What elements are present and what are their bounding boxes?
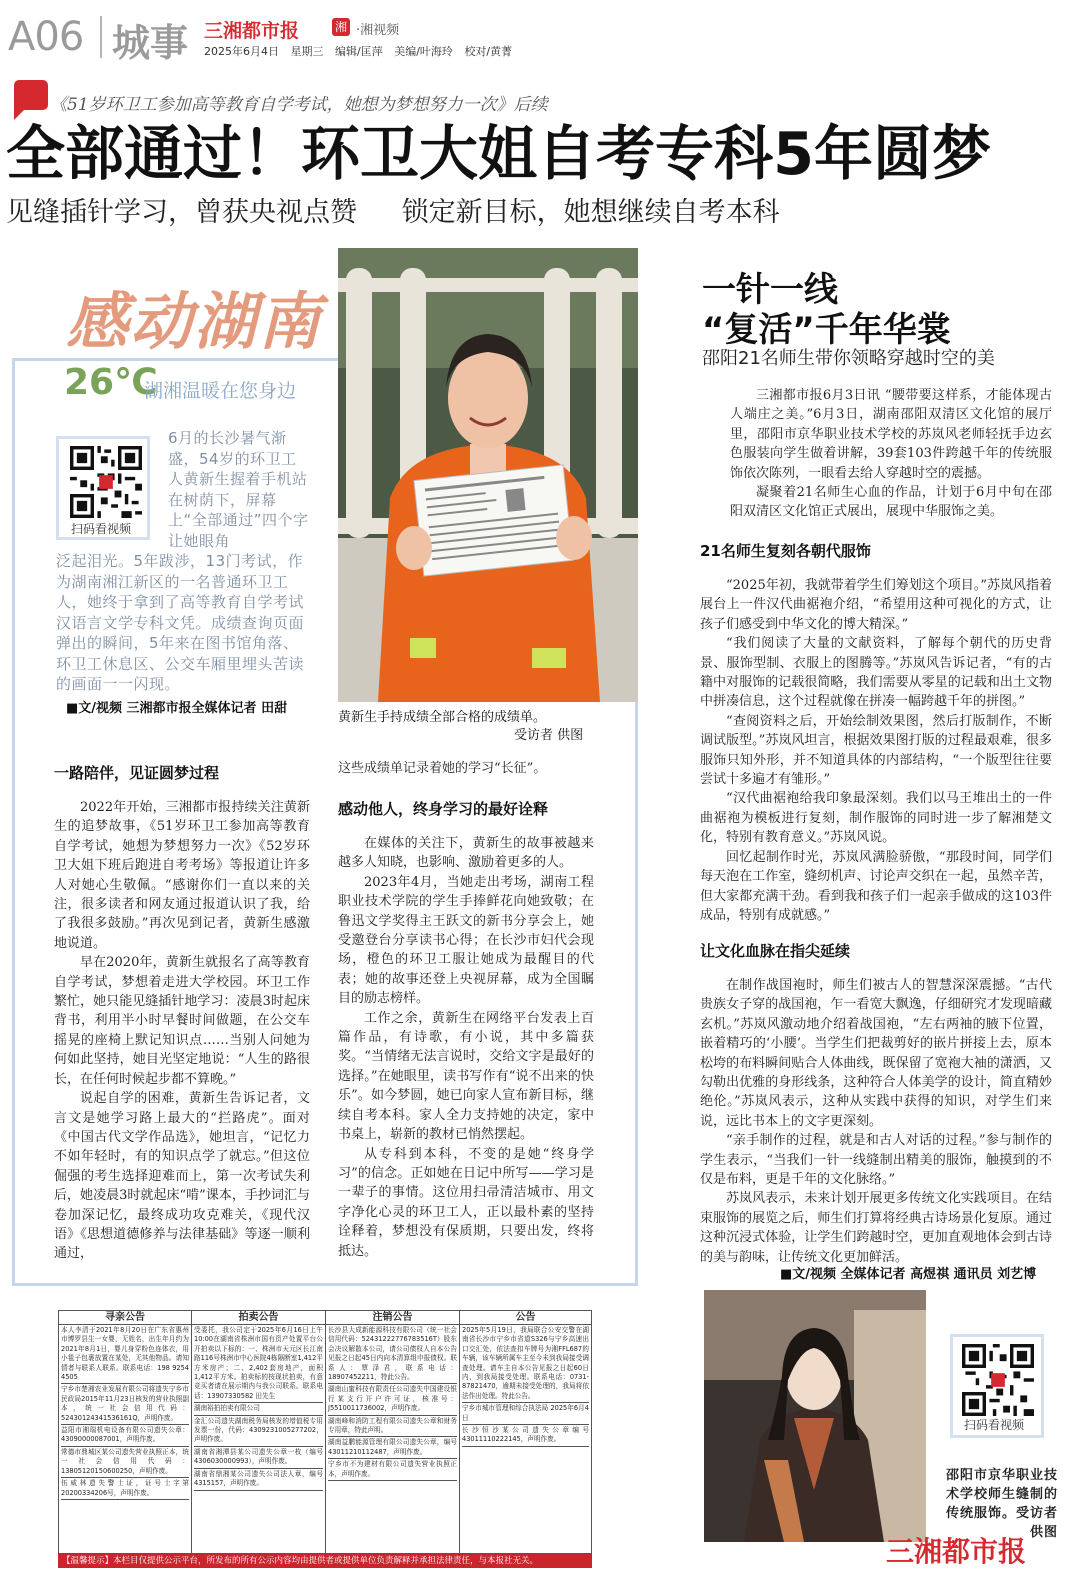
video-brand: ·湘视频	[356, 23, 400, 38]
public-notices	[58, 1310, 592, 1554]
body-paragraph: 2023年4月，当她走出考场，湖南工程职业技术学院的学生手捧鲜花向她致敬；在鲁迅文学奖得主王跃文的新书分享会上，她受邀登台分享读书心得；在长沙市妇代会现场，橙色的环卫工服让她成为最醒目的代表；她的故事还登上央视屏幕，成为全国瞩目的励志榜样。	[338, 874, 594, 1007]
newspaper-brand: 三湘都市报	[204, 20, 300, 42]
notice-body	[59, 1325, 191, 1553]
subhead-1: 一路陪伴，见证圆梦过程	[54, 764, 220, 782]
notice-item: 受委托，我公司定于2025年6月16日上午10:00在湖南省株洲市国有资产处置平台公开拍卖以下标的：一、株洲市天元区长江南路116号株洲市中心医院4栋隔断室1,412平方米房产；二、2,402套房地产，面积1,412平方米。拍卖标的按现状拍卖，有意竞买者请在展示期内与我公司联系。联系电话：13907330582 田先生	[194, 1326, 323, 1403]
newspaper-brand-footer: 三湘都市报	[886, 1535, 1027, 1568]
photo-caption: 黄新生手持成绩全部合格的成绩单。	[338, 710, 547, 725]
right-body-1	[700, 576, 1052, 925]
right-subhead-1: 21名师生复刻各朝代服饰	[700, 542, 871, 560]
notice-item: 湖南峰和消防工程有限公司遗失公章和财务专用章，特此声明。	[328, 1417, 457, 1438]
body-paragraph: 回忆起制作时光，苏岚风满脸骄傲，“那段时间，同学们每天泡在工作室，缝纫机声、讨论声交织在一起，虽然辛苦，但大家都充满干劲。看到我和孩子们一起亲手做成的这103件成品，特别有成就感。”	[700, 849, 1052, 923]
notice-column	[326, 1311, 460, 1553]
right-subhead-2: 让文化血脉在指尖延续	[700, 942, 851, 960]
body-paragraph: 工作之余，黄新生在网络平台发表上百篇作品，有诗歌，有小说，其中多篇获奖。“当情绪无法言说时，交给文字是最好的选择。”在她眼里，读书写作有“说不出来的快乐”。如今梦圆，她已向家人宣布新目标，继续自考本科。家人全力支持她的决定，家中书桌上，崭新的教材已悄然摆起。	[338, 1010, 594, 1143]
notice-body	[460, 1325, 591, 1553]
qr-caption-right: 扫码看视频	[964, 1418, 1025, 1432]
notice-item: 金汇公司遗失湖南税务局核发的增值税专用发票一份，代码：4309231005277202，声明作废。	[194, 1417, 323, 1447]
body-paragraph: “我们阅读了大量的文献资料，了解每个朝代的历史背景、服饰型制、衣服上的图腾等。”苏岚风告诉记者，“有的古籍中对服饰的记载很简略，我们需要从零星的记载和出土文物中拼凑信息，这个过程就像在拼凑一幅跨越千年的拼图。”	[700, 636, 1052, 710]
body-paragraph: “汉代曲裾袍给我印象最深刻。我们以马王堆出土的一件曲裾袍为模板进行复刻，制作服饰的同时进一步了解湘楚文化，特别有教育意义。”苏岚风说。	[700, 791, 1052, 846]
notice-body	[192, 1325, 325, 1553]
subhead-2: 感动他人，终身学习的最好诠释	[338, 800, 549, 818]
notice-column	[192, 1311, 326, 1553]
hanfu-photo-caption: 邵阳市京华职业技术学校师生缝制的传统服饰。受访者 供图	[945, 1468, 1058, 1540]
body-paragraph: 三湘都市报6月3日讯 “腰带要这样系，才能体现古人端庄之美。”6月3日，湖南邵阳双清区文化馆的展厅里，邵阳市京华职业技术学校的苏岚风老师轻抚手边玄色服装向学生做着讲解，39套103件跨越千年的传统服饰依次陈列，一眼看去给人穿越时空的震撼。	[730, 388, 1052, 481]
hanfu-photo-image	[704, 1290, 926, 1542]
speech-bubble-icon	[14, 80, 48, 110]
notice-item: 宁乡市楚湘农业发展有限公司将遗失宁乡市民政局2015年11月23日核发的营业执照副本，统一社会信用代码：52430124341536161Q，声明作废。	[61, 1385, 189, 1425]
intro-lead: 6月的长沙暑气渐盛，54岁的环卫工人黄新生握着手机站在树荫下，屏幕上“全部通过”四个字让她眼角	[168, 429, 309, 550]
issue-date: 2025年6月4日	[204, 45, 279, 58]
notice-title: 寻亲公告	[59, 1311, 191, 1325]
intro-continued: 泛起泪光。5年跋涉，13门考试，作为湖南湘江新区的一名普通环卫工人，她终于拿到了高等教育自学考试汉语言文学专科文凭。成绩查询页面弹出的瞬间，5年来在图书馆角落、环卫工休息区、公交车厢里埋头苦读的画面一一闪现。	[56, 552, 305, 693]
body-paragraph: 从专科到本科，不变的是她“终身学习”的信念。正如她在日记中所写——学习是一辈子的事情。这位用扫帚清洁城市、用文字净化心灵的环卫工人，正以最朴素的坚持诠释着，梦想没有保质期，只要出发，终将抵达。	[338, 1146, 594, 1259]
intro-paragraph-bottom	[56, 551, 312, 695]
right-intro	[730, 386, 1052, 522]
notice-item: 宁乡市不为建材有限公司遗失营业执照正本，声明作废。	[328, 1460, 457, 1481]
body-column-2	[338, 834, 594, 1261]
body-paragraph: 在制作战国袍时，师生们被古人的智慧深深震撼。“古代贵族女子穿的战国袍，乍一看宽大飘逸，仔细研究才发现暗藏玄机。”苏岚风激动地介绍着战国袍，“左右两袖的腋下位置，嵌着精巧的‘小腰’。当学生们把裁剪好的嵌片拼接上去，原本松垮的布料瞬间贴合人体曲线，既保留了宽袍大袖的潇洒，又勾勒出优雅的身形线条，这种符合人体美学的设计，简直精妙绝伦。”苏岚风表示，这种从实践中获得的知识，对学生们来说，远比书本上的文字更深刻。	[700, 978, 1052, 1129]
right-headline-line1: 一针一线	[702, 270, 838, 310]
notice-item: 长沙县大成新能源科技有限公司（统一社会信用代码：52431222776783516T）股东会决议解散本公司，请公司债权人自本公告见报之日起45日内向本清算组申报债权。联系人：覃泽君，联系电话：18907452211，特此公告。	[328, 1326, 457, 1384]
notice-item: 湖南益鹏能源管理有限公司遗失公章，编号43011210112487，声明作废。	[328, 1438, 457, 1459]
qr-code-icon[interactable]	[962, 1344, 1034, 1416]
notice-item: 长沙恒沙某公司遗失公章编号43011110222145，声明作废。	[462, 1426, 589, 1447]
masthead-divider	[100, 16, 102, 58]
notice-title: 拍卖公告	[192, 1311, 325, 1325]
body-paragraph: 苏岚风表示，未来计划开展更多传统文化实践项目。在结束服饰的展览之后，师生们打算将经典古诗场景化复原。通过这种沉浸式体验，让学生们跨越时空，更加直观地体会到古诗的美与韵味，让传统文化更加鲜活。	[700, 1191, 1052, 1265]
body-column-1	[54, 798, 310, 1264]
notice-title: 公告	[460, 1311, 591, 1325]
sub-headline	[6, 190, 780, 229]
notice-body	[326, 1325, 459, 1553]
masthead-meta	[204, 43, 520, 59]
notice-item: 宁乡市城市管理和综合执法局 2025年6月4日	[462, 1404, 589, 1425]
right-byline: ■文/视频 全媒体记者 高煜祺 通讯员 刘艺博	[780, 1267, 1037, 1282]
notice-column	[460, 1311, 591, 1553]
proofreader: 校对/黄菁	[464, 45, 513, 58]
body-paragraph: 早在2020年，黄新生就报名了高等教育自学考试，梦想着走进大学校园。环卫工作繁忙，她只能见缝插针地学习：凌晨3时起床背书，利用半小时早餐时间做题，在公交车摇晃的座椅上默记知识点……当别人问她为何如此坚持，她目光坚定地说：“人生的路很长，在任何时候起步都不算晚。”	[54, 955, 310, 1087]
body-paragraph: 凝聚着21名师生心血的作品，计划于6月中旬在邵阳双清区文化馆正式展出，展现中华服饰之美。	[730, 485, 1052, 520]
temperature-logo: 26℃	[64, 362, 158, 403]
sub-headline-right: 锁定新目标，她想继续自考本科	[401, 197, 780, 228]
notice-disclaimer: 【温馨提示】本栏目仅提供公示平台，所发布的所有公示内容均由提供者或提供单位负责解释并承担法律责任，与本报社无关。	[58, 1554, 592, 1568]
qr-code-icon[interactable]	[70, 446, 142, 518]
body-paragraph-tail: 这些成绩单记录着她的学习“长征”。	[338, 761, 547, 776]
body-paragraph: “查阅资料之后，开始绘制效果图，然后打版制作，不断调试版型。”苏岚风坦言，根据效果图打版的过程最艰难，很多服饰只知外形，并不知道具体的内部结构，“一个版型往往要尝试十多遍才有雏形。”	[700, 713, 1052, 788]
intro-paragraph-top	[168, 428, 310, 551]
column-slogan: 湖湘温暖在您身边	[144, 380, 297, 402]
notice-item: 2025年5月19日，我局联合公安交警在湖南省长沙市宁乡市省道S326与宁乡高速出口交汇处，依法查扣车牌号为湘FFL687的车辆，该车辆所属车主至今未到我局接受调查处理。请车主自本公告见报之日起60日内，到我局接受处理。联系电话：0731-87821470，逾期未接受处理的，我局将依法作出处理。特此公告。	[462, 1326, 589, 1403]
brand-badge-icon: 湘	[332, 18, 350, 36]
masthead	[8, 10, 1072, 65]
sub-headline-left: 见缝插针学习，曾获央视点赞	[6, 197, 357, 228]
right-subtitle: 邵阳21名师生带你领略穿越时空的美	[702, 348, 995, 369]
kicker: 《51岁环卫工参加高等教育自学考试，她想为梦想努力一次》后续	[50, 95, 548, 115]
notice-item: 益阳市湘瑞机电设备有限公司遗失公章：43090000087001，声明作废。	[61, 1426, 189, 1447]
notice-item: 湖南省鼎湘某公司遗失公司法人章，编号4315157，声明作废。	[194, 1470, 323, 1491]
body-paragraph: “亲手制作的过程，就是和古人对话的过程。”参与制作的学生表示，“当我们一针一线缝制出精美的服饰，触摸到的不仅是布料，更是千年的文化脉络。”	[700, 1133, 1052, 1188]
qr-caption: 扫码看视频	[71, 522, 132, 536]
notice-item: 湖南省湘潭县某公司遗失公章一枚（编号4306030000993），声明作废。	[194, 1448, 323, 1469]
notice-item: 伍威林遗失警士证，证号士字第20200334206号，声明作废。	[61, 1479, 189, 1500]
notice-column	[59, 1311, 192, 1553]
body-paragraph: 2022年开始，三湘都市报持续关注黄新生的追梦故事，《51岁环卫工参加高等教育自学考试，她想为梦想努力一次》《52岁环卫大姐下班后跑进自考考场》等报道让许多人对她心生敬佩。“感谢你们一直以来的关注，很多读者和网友通过报道认识了我，给了我很多鼓励。”再次见到记者，黄新生感激地说道。	[54, 800, 310, 951]
worker-photo-image	[338, 248, 638, 702]
notice-item: 湖南山蜜科技有限责任公司遗失中国建设银行某支行开户许可证，核准号：J5510011736002，声明作废。	[328, 1385, 457, 1415]
right-body-2	[700, 976, 1052, 1267]
section-name: 城事	[112, 21, 189, 65]
notice-item: 湖南裕拍拍卖有限公司	[194, 1404, 323, 1415]
designer: 美编/叶海玲	[394, 45, 453, 58]
worker-photo	[338, 248, 638, 702]
body-paragraph: “2025年初，我就带着学生们筹划这个项目。”苏岚风指着展台上一件汉代曲裾袍介绍，“希望用这种可视化的方式，让孩子们感受到中华文化的博大精深。”	[700, 578, 1052, 632]
notice-title: 注销公告	[326, 1311, 459, 1325]
body-paragraph: 在媒体的关注下，黄新生的故事被越来越多人知晓，也影响、激励着更多的人。	[338, 836, 594, 871]
issue-weekday: 星期三	[290, 45, 324, 58]
main-headline: 全部通过！环卫大姐自考专科5年圆梦	[6, 119, 992, 188]
body-paragraph: 说起自学的困难，黄新生告诉记者，文言文是她学习路上最大的“拦路虎”。面对《中国古代文学作品选》，她坦言，“记忆力不如年轻时，有的知识点学了就忘。”但这位倔强的考生选择迎难而上，第一次考试失利后，她凌晨3时就起床“啃”课本，手抄词汇与卷加深记忆，最终成功攻克难关，《现代汉语》《思想道德修养与法律基础》等逐一顺利通过，	[54, 1091, 310, 1262]
page-number: A06	[8, 14, 84, 60]
notice-item: 常德市鼎城区某公司遗失营业执照正本，统一社会信用代码：13805120150600250，声明作废。	[61, 1448, 189, 1478]
notice-item: 本人李清于2021年8月20日在广东省惠州市博罗县生一女婴，无姓名，出生年月约为2021年8月1日，婴儿身穿粉色连体衣，用小毯子包裹放置在某处，无其他物品。请知情者与联系人联系。联系电话：198 9254 4505	[61, 1326, 189, 1384]
column-logo: 感动湖南	[66, 285, 323, 358]
photo-credit: 受访者 供图	[514, 728, 584, 743]
right-headline-line2: “复活”千年华裳	[702, 310, 951, 350]
editor: 编辑/匡萍	[335, 45, 383, 58]
body-column-2-top	[338, 759, 592, 778]
byline: ■文/视频 三湘都市报全媒体记者 田甜	[66, 701, 288, 716]
hanfu-photo	[704, 1290, 926, 1542]
